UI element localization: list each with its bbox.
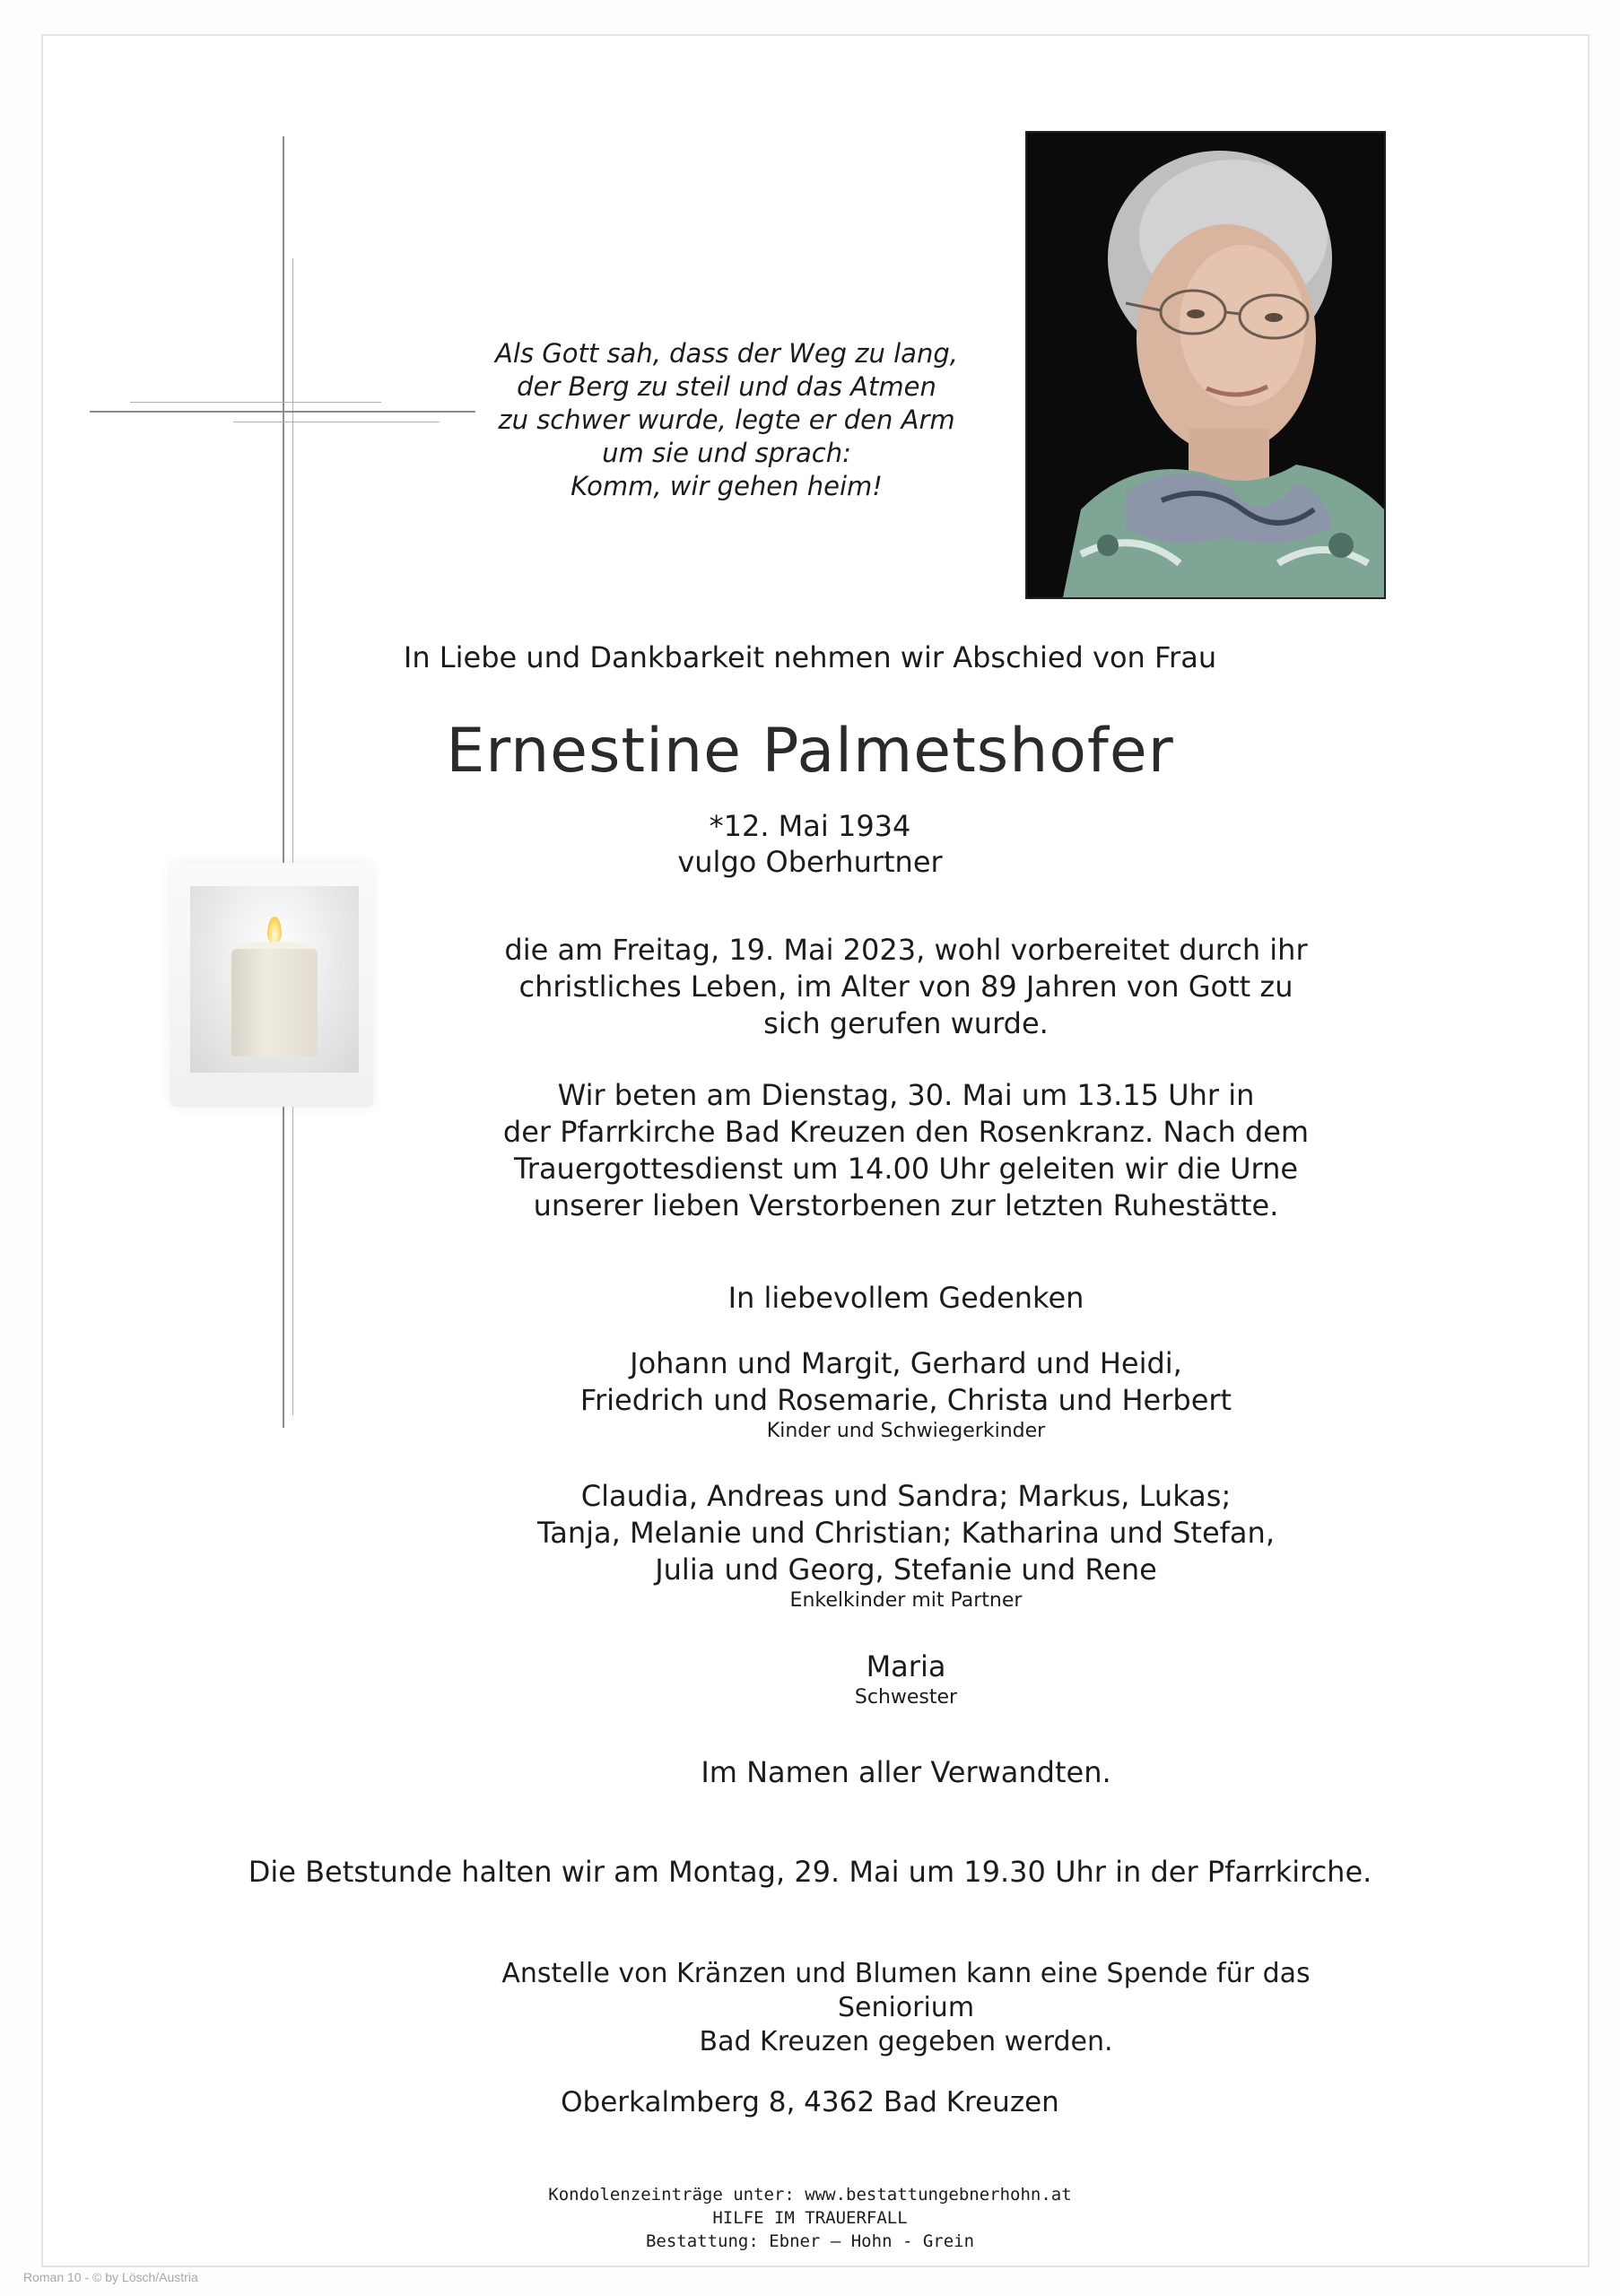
deceased-name: Ernestine Palmetshofer [446,716,1174,787]
poem [449,337,1005,503]
death-notice [449,932,1363,1042]
help-line: HILFE IM TRAUERFALL [712,2208,908,2228]
poem-line: um sie und sprach: [602,438,851,468]
poem-line: zu schwer wurde, legte er den Arm [498,404,955,435]
donation-note [449,1957,1363,2059]
grandchildren-line: Claudia, Andreas und Sandra; Markus, Lukas; [580,1479,1232,1513]
grandchildren-line: Julia und Georg, Stefanie und Rene [655,1552,1157,1587]
grandchildren-line: Tanja, Melanie und Christian; Katharina und Stefan, [537,1516,1275,1550]
prayer-hour: Die Betstunde halten wir am Montag, 29. Mai um 19.30 Uhr in der Pfarrkirche. [248,1855,1372,1889]
service-line: Wir beten am Dienstag, 30. Mai um 13.15 Uhr in [557,1078,1255,1112]
donation-line: Bad Kreuzen gegeben werden. [699,2026,1113,2057]
memory-heading: In liebevollem Gedenken [727,1281,1084,1315]
service-info [449,1077,1363,1224]
sister-caption: Schwester [854,1686,958,1709]
poem-line: der Berg zu steil und das Atmen [517,371,936,402]
undertaker-name: Bestattung: Ebner – Hohn - Grein [645,2231,975,2251]
relatives-line: Im Namen aller Verwandten. [701,1755,1111,1789]
death-notice-line: die am Freitag, 19. Mai 2023, wohl vorbereitet durch ihr [504,933,1308,967]
donation-line: Anstelle von Kränzen und Blumen kann eine Spende für das Seniorium [501,1958,1311,2023]
grandchildren-caption: Enkelkinder mit Partner [789,1589,1023,1612]
address: Oberkalmberg 8, 4362 Bad Kreuzen [561,2086,1059,2118]
sister-entry [449,1648,1363,1710]
children-line: Friedrich und Rosemarie, Christa und Herbert [579,1383,1232,1417]
intro-text: In Liebe und Dankbarkeit nehmen wir Abschied von Frau [403,640,1217,674]
poem-line: Als Gott sah, dass der Weg zu lang, [495,338,958,369]
service-line: der Pfarrkirche Bad Kreuzen den Rosenkranz. Nach dem [502,1115,1310,1149]
vulgo-name: vulgo Oberhurtner [677,845,943,879]
service-line: unserer lieben Verstorbenen zur letzten Ruhestätte. [533,1188,1279,1222]
death-notice-line: christliches Leben, im Alter von 89 Jahren von Gott zu [518,970,1293,1004]
candle-icon [190,886,359,1073]
condolence-link[interactable]: Kondolenzeinträge unter: www.bestattungebnerhohn.at [548,2185,1072,2205]
candle-image [170,863,373,1107]
poem-line: Komm, wir gehen heim! [570,471,883,501]
service-line: Trauergottesdienst um 14.00 Uhr geleiten wir die Urne [513,1152,1299,1186]
death-notice-line: sich gerufen wurde. [763,1006,1049,1040]
grandchildren-list [449,1478,1363,1613]
copyright-note: Roman 10 - © by Lösch/Austria [23,2270,198,2284]
undertaker-footer [0,2183,1620,2253]
sister-name: Maria [866,1649,946,1683]
portrait-photo [1025,131,1386,599]
children-list [449,1345,1363,1444]
children-line: Johann und Margit, Gerhard und Heidi, [630,1346,1182,1380]
birth-date: *12. Mai 1934 [709,809,911,843]
children-caption: Kinder und Schwiegerkinder [766,1420,1046,1442]
